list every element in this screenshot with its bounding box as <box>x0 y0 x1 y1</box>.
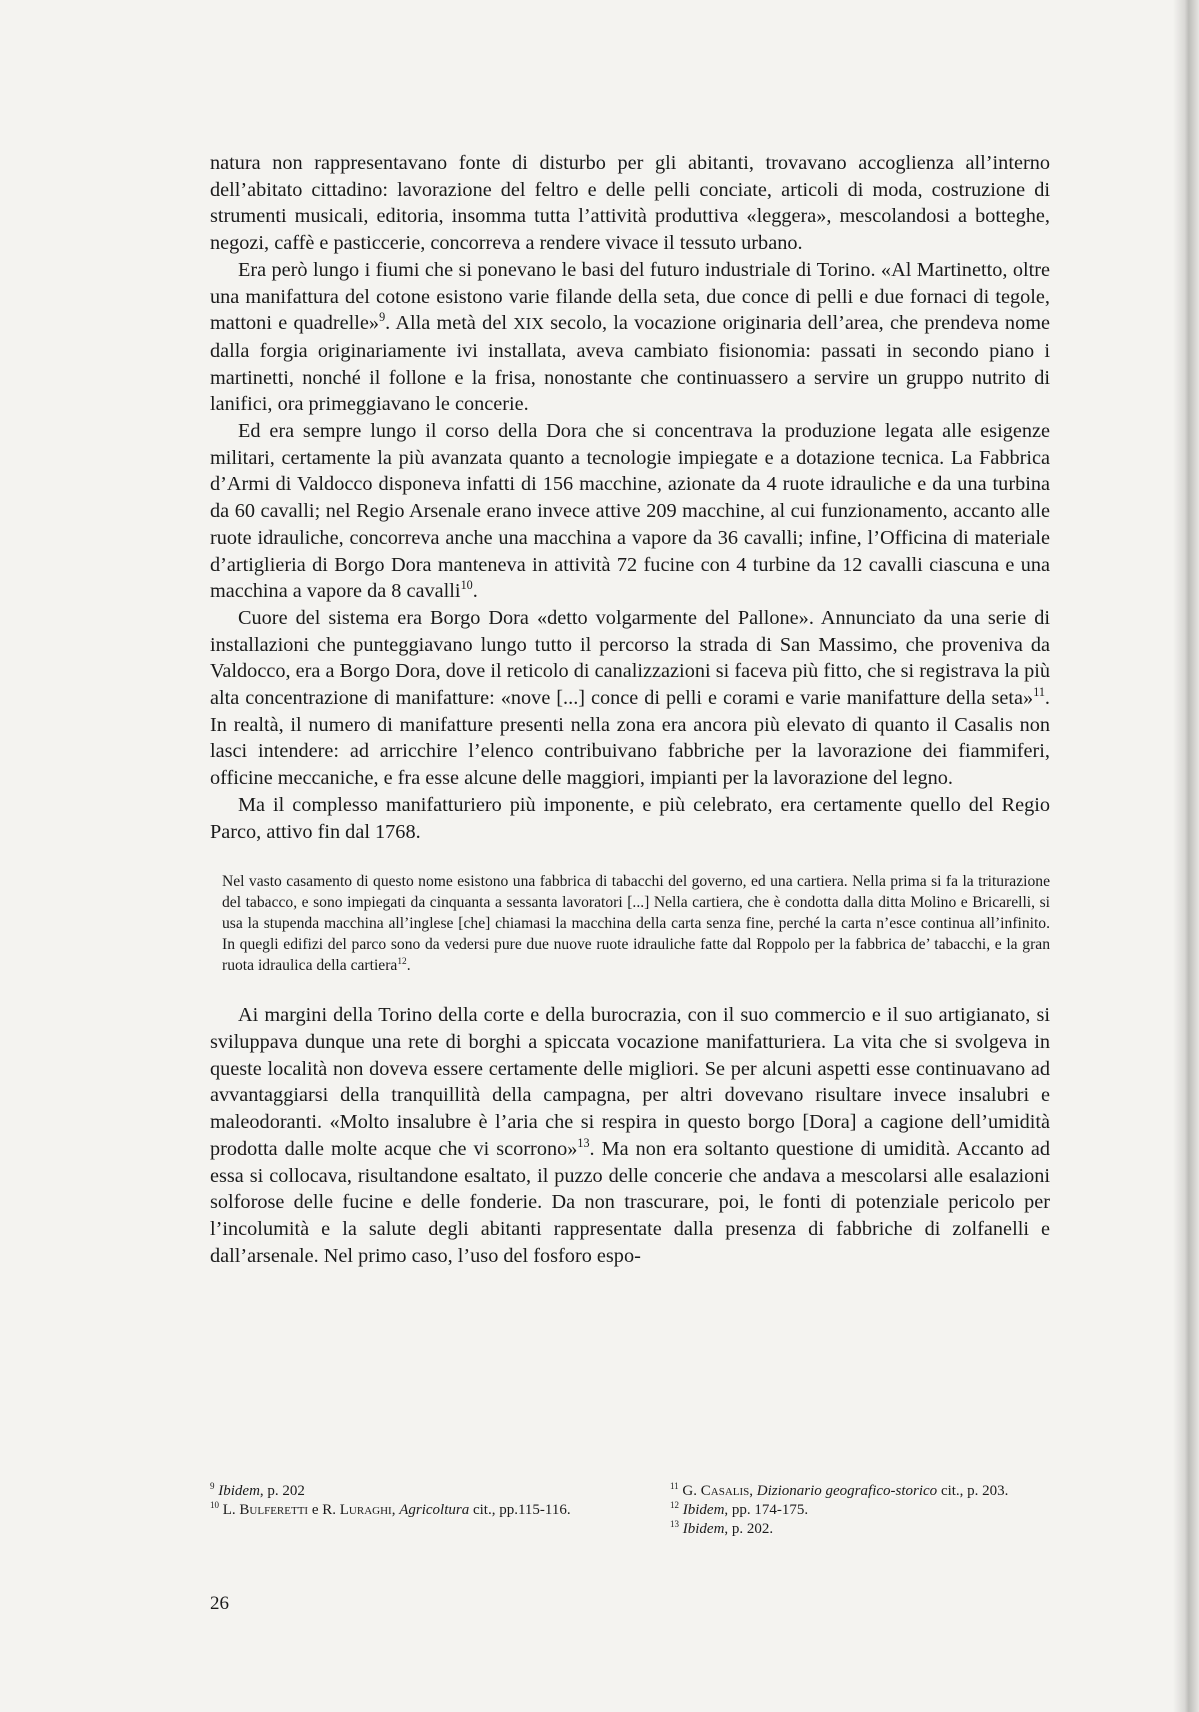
paragraph-5: Ma il complesso manifatturiero più imponente, e più celebrato, era certamente quello del Regio Parco, attivo fin dal 1768. <box>210 793 1050 843</box>
paragraph-1: natura non rappresentavano fonte di disturbo per gli abitanti, trovavano accoglienza all’interno dell’abitato cittadino: lavorazione del feltro e delle pelli conciate, articoli di moda, costruzione di strumenti musicali, editoria, insomma tutta l’attività produttiva «leggera», mescolandosi a botteghe, negozi, caffè e pasticcerie, concorreva a rendere vivace il tessuto urbano. <box>210 152 1050 255</box>
block-quote: Nel vasto casamento di questo nome esistono una fabbrica di tabacchi del governo, ed una cartiera. Nella prima si fa la triturazione del tabacco, e sono impiegati da cinquanta a sessanta lavoratori [...] Nella cartiera, che è condotta dalla ditta Molino e Bricarelli, si usa la stupenda macchina all’inglese [che] chiamasi la macchina della carta senza fine, perché la carta n’esce continua all’infinito. In quegli edifizi del parco sono da vedersi pure due nuove ruote idrauliche fatte dal Roppolo per la fabbrica de’ tabacchi, e la gran ruota idraulica della cartiera$^{12}$. <box>222 873 1050 975</box>
page-number: 26 <box>210 1593 229 1614</box>
footnotes-right-column <box>670 1482 1050 1539</box>
footnote-ref-9[interactable]: 9 <box>379 310 386 325</box>
footnote-9: $^9$ Ibidem, p. 202 <box>210 1481 305 1499</box>
paragraph-6: Ai margini della Torino della corte e della burocrazia, con il suo commercio e il suo artigianato, si sviluppava dunque una rete di borghi a spiccata vocazione manifatturiera. La vita che si svolgeva in queste località non doveva essere certamente delle migliori. Se per alcuni aspetti esse continuavano ad avvantaggiarsi della tranquillità della campagna, per altri dovevano risultare invece insalubri e maleodoranti. «Molto insalubre è l’aria che si respira in questo borgo [Dora] a cagione dell’umidità prodotta dalle molte acque che vi scorrono»$^{13}$. Ma non era soltanto questione di umidità. Accanto ad essa si collocava, risultandone esaltato, il puzzo delle concerie che andava a mescolarsi alle esalazioni solforose delle fucine e delle fonderie. Da non trascurare, poi, le fonti di potenziale pericolo per l’incolumità e la salute degli abitanti rappresentate dalla presenza di fabbriche di zolfanelli e dall’arsenale. Nel primo caso, l’uso del fosforo espo- <box>210 1004 1050 1267</box>
century-numeral: XIX <box>513 314 544 334</box>
footnotes <box>210 1482 1050 1539</box>
footnote-10: $^{10}$ L. Bulferetti e R. Luraghi, Agricoltura cit., pp.115-116. <box>210 1500 571 1518</box>
footnote-11: $^{11}$ G. Casalis, Dizionario geografico-storico cit., p. 203. <box>670 1481 1009 1499</box>
footnote-ref-11[interactable]: 11 <box>1033 685 1045 700</box>
paragraph-4: Cuore del sistema era Borgo Dora «detto volgarmente del Pallone». Annunciato da una serie di installazioni che punteggiavano lungo tutto il percorso la strada di San Massimo, che proveniva da Valdocco, era a Borgo Dora, dove il reticolo di canalizzazioni si faceva più fitto, che si registrava la più alta concentrazione di manifatture: «nove [...] conce di pelli e corami e varie manifatture della seta»$^{11}$. In realtà, il numero di manifatture presenti nella zona era ancora più elevato di quanto il Casalis non lasci intendere: ad arricchire l’elenco contribuivano fabbriche per la lavorazione dei fiammiferi, officine meccaniche, e fra esse alcune delle maggiori, impianti per la lavorazione del legno. <box>210 606 1050 790</box>
paragraph-2: Era però lungo i fiumi che si ponevano le basi del futuro industriale di Torino. «Al Martinetto, oltre una manifattura del cotone esistono varie filande della seta, due conce di pelli e due fornaci di tegole, mattoni e quadrelle»$^9$. Alla metà del XIX secolo, la vocazione originaria dell’area, che prendeva nome dalla forgia originariamente ivi installata, aveva cambiato fisionomia: passati in secondo piano i martinetti, nonché il follone e la frisa, nonostante che continuassero a servire un gruppo nutrito di lanifici, ora primeggiavano le concerie. <box>210 258 1050 416</box>
paragraph-3: Ed era sempre lungo il corso della Dora che si concentrava la produzione legata alle esigenze militari, certamente la più avanzata quanto a tecnologie impiegate e a dotazione tecnica. La Fabbrica d’Armi di Valdocco disponeva infatti di 156 macchine, azionate da 4 ruote idrauliche e da una turbina da 60 cavalli; nel Regio Arsenale erano invece attive 209 macchine, al cui funzionamento, accanto alle ruote idrauliche, concorreva anche una macchina a vapore da 36 cavalli; infine, l’Officina di materiale d’artiglieria di Borgo Dora manteneva in attività 72 fucine con 4 turbine da 12 cavalli ciascuna e una macchina a vapore da 8 cavalli$^{10}$. <box>210 420 1050 603</box>
page-edge-shadow <box>1173 0 1199 1712</box>
footnotes-left-column <box>210 1482 610 1539</box>
footnote-ref-10[interactable]: 10 <box>460 578 473 593</box>
footnote-12: $^{12}$ Ibidem, pp. 174-175. <box>670 1500 809 1518</box>
footnote-ref-13[interactable]: 13 <box>577 1136 590 1151</box>
footnote-ref-12[interactable]: 12 <box>397 957 407 968</box>
footnote-13: $^{13}$ Ibidem, p. 202. <box>670 1519 774 1537</box>
page-content <box>210 150 1050 1269</box>
body-text <box>210 150 1050 845</box>
body-text-continued <box>210 1002 1050 1269</box>
